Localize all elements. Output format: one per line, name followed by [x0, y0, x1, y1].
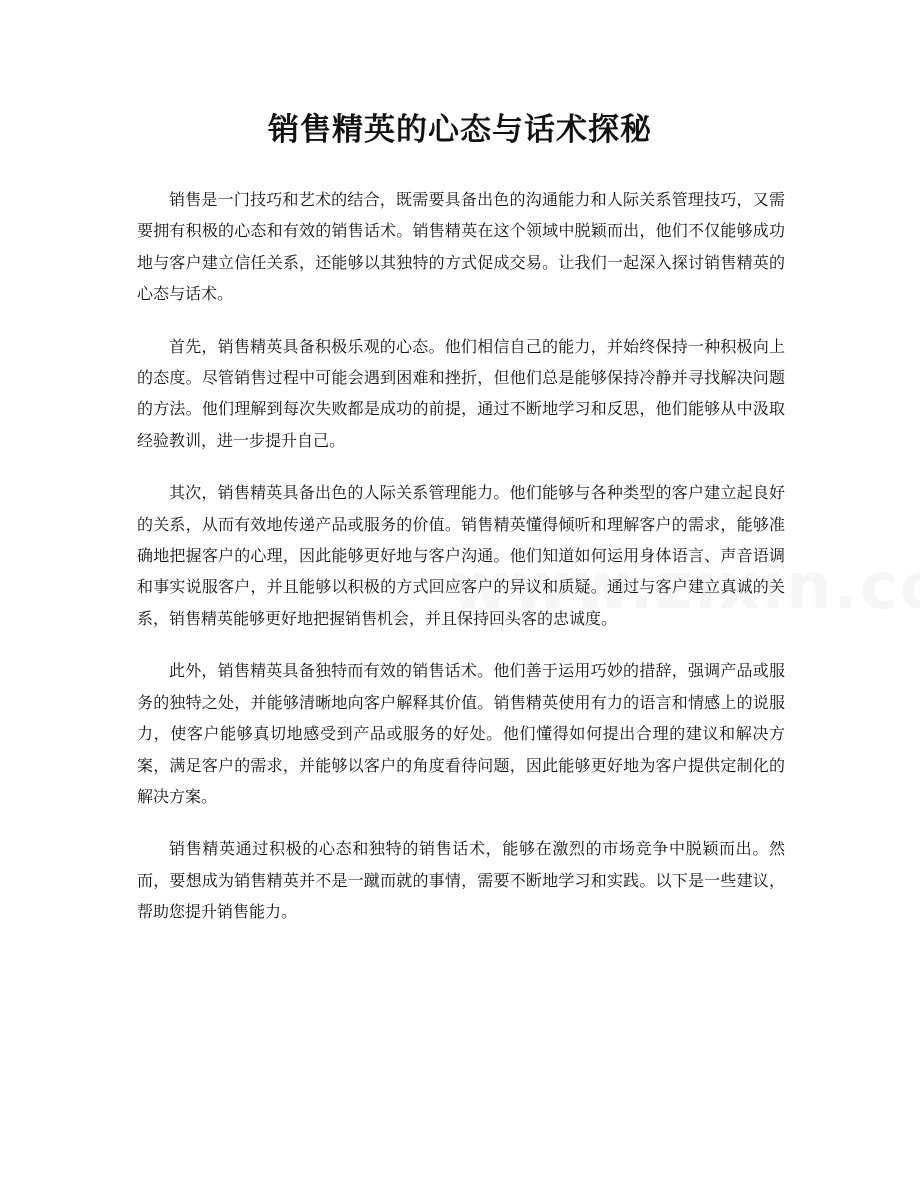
paragraph-relationships: 其次，销售精英具备出色的人际关系管理能力。他们能够与各种类型的客户建立起良好的关系，从而有效地传递产品或服务的价值。销售精英懂得倾听和理解客户的需求，能够准确地把握客户的心理，因此能够更好地与客户沟通。他们知道如何运用身体语言、声音语调和事实说服客户，并且能够以积极的方式回应客户的异议和质疑。通过与客户建立真诚的关系，销售精英能够更好地把握销售机会，并且保持回头客的忠诚度。	[137, 483, 785, 628]
document-title: 销售精英的心态与话术探秘	[268, 112, 652, 148]
paragraph-conclusion: 销售精英通过积极的心态和独特的销售话术，能够在激烈的市场竞争中脱颖而出。然而，要想成为销售精英并不是一蹴而就的事情，需要不断地学习和实践。以下是一些建议，帮助您提升销售能力。	[137, 839, 785, 922]
paragraph-intro: 销售是一门技巧和艺术的结合，既需要具备出色的沟通能力和人际关系管理技巧，又需要拥有积极的心态和有效的销售话术。销售精英在这个领域中脱颖而出，他们不仅能够成功地与客户建立信任关系，还能够以其独特的方式促成交易。让我们一起深入探讨销售精英的心态与话术。	[137, 190, 785, 304]
paragraph-sales-talk: 此外，销售精英具备独特而有效的销售话术。他们善于运用巧妙的措辞，强调产品或服务的独特之处，并能够清晰地向客户解释其价值。销售精英使用有力的语言和情感上的说服力，使客户能够真切地感受到产品或服务的好处。他们懂得如何提出合理的建议和解决方案，满足客户的需求，并能够以客户的角度看待问题，因此能够更好地为客户提供定制化的解决方案。	[137, 661, 785, 806]
document-body	[137, 184, 785, 949]
paragraph-mindset: 首先，销售精英具备积极乐观的心态。他们相信自己的能力，并始终保持一种积极向上的态度。尽管销售过程中可能会遇到困难和挫折，但他们总是能够保持冷静并寻找解决问题的方法。他们理解到每次失败都是成功的前提，通过不断地学习和反思，他们能够从中汲取经验教训，进一步提升自己。	[137, 336, 785, 450]
